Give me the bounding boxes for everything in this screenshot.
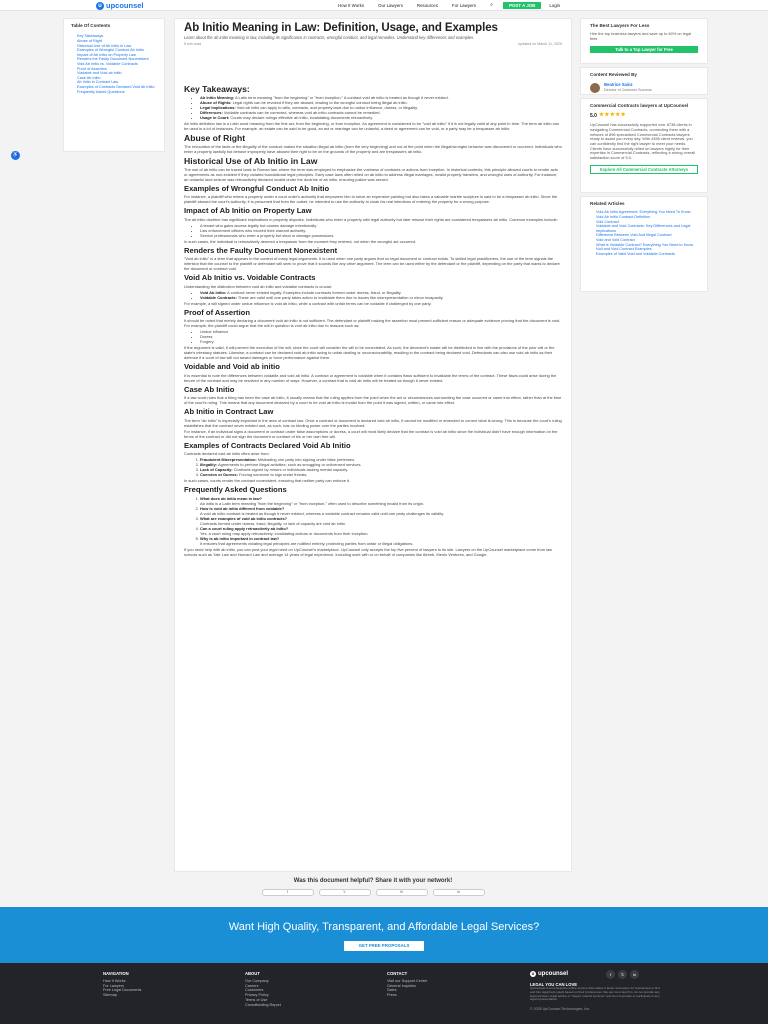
property-list bbox=[200, 223, 562, 238]
talk-to-lawyer-button[interactable]: Talk to a Top Lawyer for Free bbox=[590, 46, 698, 53]
property-list-item: • Law enforcement officers who exceed their warrant authority. bbox=[200, 228, 562, 233]
get-free-proposals-button[interactable]: GET FREE PROPOSALS bbox=[344, 941, 425, 951]
faq-question[interactable]: Can a court ruling apply retroactively ab initio? bbox=[200, 525, 289, 531]
heading-property-law: Impact of Ab Initio on Property Law bbox=[184, 206, 312, 216]
table-of-contents bbox=[63, 18, 165, 152]
accessibility-icon[interactable]: ♿ bbox=[12, 152, 19, 158]
toc-item[interactable]: Case Ab Initio bbox=[77, 75, 101, 80]
void-vs-voidable-list bbox=[200, 290, 562, 300]
contract-example-item bbox=[200, 472, 562, 477]
main-nav bbox=[338, 2, 560, 9]
key-takeaway-item-label: Differences: bbox=[200, 109, 223, 115]
heading-faulty-document: Renders the Faulty Document Nonexistent bbox=[184, 245, 338, 255]
toc-item[interactable]: Historical Use of Ab Initio in Law bbox=[77, 43, 132, 48]
toc-item[interactable]: Proof of Assertion bbox=[77, 66, 107, 71]
faq-question[interactable]: Why is ab initio important in contract law? bbox=[200, 535, 280, 541]
footer-link[interactable]: Our Company bbox=[245, 978, 269, 983]
toc-list bbox=[71, 34, 157, 94]
top-navigation-bar bbox=[0, 0, 768, 11]
contract-examples-list bbox=[200, 457, 562, 477]
nav-resources[interactable]: Resources bbox=[416, 3, 438, 8]
facebook-icon[interactable]: f bbox=[606, 970, 615, 979]
key-takeaway-item-text: A Latin term meaning "from the beginning" or "from inception." A contract void ab initio is treated as though it never existed. bbox=[234, 94, 449, 100]
logo-icon: u bbox=[531, 971, 535, 977]
footer-navigation bbox=[103, 971, 141, 998]
related-articles-card bbox=[580, 196, 708, 292]
x-icon[interactable]: 𝕏 bbox=[618, 970, 627, 979]
faq-list bbox=[200, 496, 562, 546]
paragraph-property-2: In such cases, the individual is retroactively deemed a trespasser from the moment they entered, not when the wrongful act occurred. bbox=[184, 238, 416, 244]
faq-item bbox=[200, 496, 562, 506]
key-takeaways-list bbox=[200, 95, 562, 120]
paragraph-abuse: The revocation of the facts or the illegality of the conduct makes the situation illegal ab initio (from the very beginning) and not at the point when the illegal/wrongful behavior was discovered or occurred. Individuals who enter a property lawfully but behave improperly have abused their right to be on the grounds of the property and are trespassers ab initio. bbox=[184, 143, 562, 154]
faq-answer: Contracts formed under duress, fraud, illegality, or lack of capacity are void ab initio. bbox=[200, 520, 346, 526]
footer-link[interactable]: Careers bbox=[245, 983, 259, 988]
key-takeaway-item-label: Legal Implications: bbox=[200, 104, 236, 110]
article-body bbox=[174, 18, 572, 872]
faq-item bbox=[200, 516, 562, 526]
footer-link[interactable]: Terms of Use bbox=[245, 998, 268, 1003]
void-vs-voidable-item-text: These are valid until one party takes action to invalidate them due to issues like misrepresentation or minor incapacity. bbox=[236, 294, 444, 300]
contract-example-item-label: Fraudulent Misrepresentation: bbox=[200, 457, 257, 463]
commercial-text: UpCounsel has successfully supported over 8738 clients in navigating Commercial Contracts, connecting them with a network of 896 specialized Commercial Contracts lawyers ready to assist you every day. With 4355 client reviews, you can confidently find the right lawyer to meet your needs. Clients have successfully relied on lawyers highly for their expertise in Commercial Contracts, reflecting a strong overall satisfaction score of 5.0. bbox=[590, 122, 696, 161]
logo-icon: u bbox=[96, 2, 104, 10]
related-article-link[interactable]: Void and Void Contract bbox=[596, 237, 635, 242]
paragraph-case: If a law court rules that a thing has been the case ab initio, it usually means that the ruling applies from the point when the act or circumstances surrounding the case occurred or came into effect, rather than at the time of the court's ruling. This means that any document declared by a court to be void ab initio is invalid from the point it was signed, written, or came into effect. bbox=[184, 395, 562, 406]
rating-value: 5.0 bbox=[590, 112, 597, 119]
footer-about bbox=[245, 971, 281, 1008]
toc-item[interactable]: Impact of Ab Initio on Property Law bbox=[77, 52, 136, 57]
paragraph-faulty: "Void ab initio" is a term that appears in the context of many legal arguments. It is used when one party argues that no legal document or contract exists. To skilled legal practitioners, the use of the term signals the intention that the counsel to the plaintiff or defendant will seek to prove that it sounds like any other argument. The term can be used either by the defendant or the plaintiff, depending on the party that wants to declare the document or contract void. bbox=[184, 256, 560, 272]
key-takeaway-item-label: Abuse of Rights: bbox=[200, 99, 232, 105]
heading-key-takeaways: Key Takeaways: bbox=[184, 83, 250, 94]
reviewer-name[interactable]: Beatrice Sainz bbox=[604, 82, 633, 88]
article-title: Ab Initio Meaning in Law: Definition, Usage, and Examples bbox=[184, 22, 498, 34]
toc-item[interactable]: Examples of Wrongful Conduct Ab Initio bbox=[77, 48, 144, 53]
contract-example-item-label: Lack of Capacity: bbox=[200, 467, 233, 473]
toc-title: Table Of Contents bbox=[71, 23, 111, 28]
social-links bbox=[606, 970, 639, 979]
share-email-button[interactable]: ✉ bbox=[376, 889, 428, 896]
faq-answer: Ab initio is a Latin term meaning "from the beginning" or "from inception," often used to describe something invalid from its origin. bbox=[200, 500, 425, 506]
toc-item[interactable]: Examples of Contracts Declared Void Ab Initio bbox=[77, 84, 155, 89]
heading-historical-use: Historical Use of Ab Initio in Law bbox=[184, 155, 318, 166]
heading-faq: Frequently Asked Questions bbox=[184, 485, 287, 495]
article-intro: Learn about the ab initio meaning in law, including its significance in contracts, wrongful conduct, and legal remedies. Understand key differences and examples. bbox=[184, 35, 475, 40]
share-facebook-button[interactable]: f bbox=[262, 889, 314, 896]
footer-link[interactable]: Crowdfunding Report bbox=[245, 1002, 281, 1007]
paragraph-closing: If you need help with ab initio, you can post your legal need on UpCounsel's marketplace. UpCounsel only accepts the top five percent of lawyers to its site. Lawyers on the UpCounsel marketplace come from law schools such as Yale Law and Harvard Law and average 14 years of legal experience, including work with or on behalf of companies like Airbnb, Menlo Ventures, and Google. bbox=[184, 546, 553, 557]
footer-link[interactable]: Sitemap bbox=[103, 993, 117, 998]
paragraph-vs-2: For example, a will signed under undue influence is void ab initio, while a contract with unfair terms can be voidable if challenged by one party. bbox=[184, 300, 432, 306]
related-article-link[interactable]: What is Voidable Contract? Everything You Need to Know bbox=[596, 242, 694, 247]
post-a-job-button[interactable]: POST A JOB bbox=[503, 2, 541, 9]
faq-question[interactable]: What does ab initio mean in law? bbox=[200, 495, 262, 501]
heading-contract-law: Ab Initio in Contract Law bbox=[184, 407, 274, 417]
paragraph-proof: It should be noted that merely declaring a document void ab initio is not sufficient. The defendant or plaintiff making the assertion must present sufficient reason or adequate evidence proving that the document is void. For example, the plaintiff could argue that the will in question is void ab initio due to reasons such as: bbox=[184, 318, 561, 329]
key-takeaway-item-label: Ab Initio Meaning: bbox=[200, 94, 235, 100]
contract-example-item-text: Agreements to perform illegal activities, such as smuggling or unlicensed services. bbox=[217, 462, 362, 468]
related-article-link[interactable]: Voidable and Void Contracts: Key Differences and Legal Implications bbox=[596, 224, 691, 233]
faq-answer: It ensures that agreements violating legal principles are nullified entirely, protecting parties from unfair or illegal obligations. bbox=[200, 540, 414, 546]
paragraph-voidable: It is essential to note the differences between voidable and void ab initio. A contract or agreement is voidable when it contains flaws sufficient to invalidate the terms of the contract. These flaws could arise during the tenure of the contract and may be resolved in any number of ways. However, a contract that is void ab initio will be treated as though it never existed. bbox=[184, 372, 557, 383]
toc-item[interactable]: Void Ab Initio vs. Voidable Contracts bbox=[77, 61, 138, 66]
toc-item[interactable]: Voidable and Void ab initio bbox=[77, 71, 122, 76]
heading-proof-of-assertion: Proof of Assertion bbox=[184, 307, 250, 317]
heading-voidable-and-void: Voidable and Void ab initio bbox=[184, 362, 280, 372]
footer-logo-text: upcounsel bbox=[538, 971, 569, 977]
key-takeaway-item bbox=[200, 115, 562, 120]
paragraph-proof-2: If the argument is valid, it will prevent the execution of the will, since the court will consider the will to be nonexistent. As such, the decedent's estate will be distributed in line with the provisions of the prior will or the state's intestacy statutes. Likewise, a contract can be declared void ab initio owing to unfair dealing or unconscionability, resulting in the contract being declared void. Defendants can also use void ab initio as their defense if a court of law will not award damages or force performance against them. bbox=[184, 345, 555, 361]
related-article-link[interactable]: Null and Void Contract Examples bbox=[596, 247, 652, 252]
void-vs-voidable-item bbox=[200, 295, 562, 300]
faq-item bbox=[200, 536, 562, 546]
proof-list bbox=[200, 329, 562, 344]
contract-example-item-text: Contracts signed by minors or individuals lacking mental capacity. bbox=[232, 467, 349, 473]
toc-item[interactable]: Key Takeaways bbox=[77, 34, 104, 39]
void-vs-voidable-item-label: Voidable Contracts: bbox=[200, 294, 237, 300]
commercial-contracts-card bbox=[580, 98, 708, 193]
reviewer-role: Director of Customer Success bbox=[604, 88, 652, 93]
linkedin-icon[interactable]: in bbox=[630, 970, 639, 979]
share-buttons bbox=[174, 889, 572, 896]
related-article-link[interactable]: Void Contract bbox=[596, 219, 619, 224]
paragraph-examples-2: In such cases, courts render the contract nonexistent, ensuring that neither party can enforce it. bbox=[184, 478, 351, 484]
related-title: Related Articles bbox=[590, 201, 625, 206]
paragraph-vs: Understanding the distinction between void ab initio and voidable contracts is crucial: bbox=[184, 283, 332, 289]
faq-question[interactable]: How is void ab initio different from voidable? bbox=[200, 505, 285, 511]
toc-item[interactable]: Ab Initio in Contract Law bbox=[77, 80, 119, 85]
content-reviewed-card bbox=[580, 67, 708, 95]
best-lawyers-text: Hire the top business lawyers and save up to 60% on legal fees bbox=[590, 31, 692, 42]
footer-logo[interactable] bbox=[530, 970, 568, 978]
search-icon[interactable]: ⌕ bbox=[490, 2, 493, 8]
copyright: © 2025 UpCounsel Technologies, Inc. bbox=[530, 1007, 591, 1011]
faq-item bbox=[200, 526, 562, 536]
related-article-link[interactable]: Void Ab Initio Agreement: Everything You Need To Know bbox=[596, 210, 691, 215]
related-article-link[interactable]: Void Ab Initio Contract Definition bbox=[596, 215, 651, 220]
nav-how-it-works[interactable]: How It Works bbox=[338, 3, 365, 8]
faq-question[interactable]: What are examples of void ab initio contracts? bbox=[200, 515, 288, 521]
related-article-link[interactable]: Difference Between Void And Illegal Contract bbox=[596, 233, 672, 238]
logo-text: upcounsel bbox=[106, 1, 144, 10]
contract-example-item-label: Coercion or Duress: bbox=[200, 472, 238, 478]
rating bbox=[590, 112, 698, 120]
proof-list-item: • Duress bbox=[200, 334, 562, 339]
cta-title: Want High Quality, Transparent, and Affordable Legal Services? bbox=[228, 921, 540, 933]
read-time: 5 min read bbox=[184, 41, 201, 46]
star-rating-icon: ★★★★★ bbox=[598, 112, 627, 119]
footer-navigation-title: NAVIGATION bbox=[103, 971, 129, 976]
related-list bbox=[590, 210, 698, 256]
key-takeaway-item-text: Courts may declare rulings effective ab initio, invalidating documents retroactively. bbox=[229, 114, 373, 120]
heading-abuse-of-right: Abuse of Right bbox=[184, 132, 246, 143]
avatar bbox=[590, 83, 600, 93]
footer-link[interactable]: Free Legal Documents bbox=[103, 988, 142, 993]
property-list-item: • Service professionals who enter a property but steal or damage possessions. bbox=[200, 233, 562, 238]
footer-link[interactable]: Customers bbox=[245, 988, 264, 993]
footer-link[interactable]: How It Works bbox=[103, 978, 126, 983]
property-list-item: • A tenant who gains access legally but causes damage intentionally. bbox=[200, 223, 562, 228]
nav-for-lawyers[interactable]: For Lawyers bbox=[451, 3, 477, 8]
best-lawyers-card bbox=[580, 18, 708, 64]
key-takeaway-item-text: Legal rights can be revoked if they are abused, leading to the wrongful conduct being illegal ab initio. bbox=[231, 99, 408, 105]
reviewed-title: Content Reviewed By bbox=[590, 72, 637, 77]
contract-example-item-label: Illegality: bbox=[200, 462, 218, 468]
footer-link[interactable]: Press bbox=[387, 993, 397, 998]
heading-contract-examples: Examples of Contracts Declared Void Ab Initio bbox=[184, 440, 351, 450]
proof-list-item: • Forgery bbox=[200, 339, 562, 344]
contract-example-item-text: Misleading one party into signing under false pretenses. bbox=[256, 457, 356, 463]
login-link[interactable]: Login bbox=[549, 3, 561, 8]
nav-our-lawyers[interactable]: Our Lawyers bbox=[378, 3, 403, 8]
toc-item[interactable]: Abuse of Right bbox=[77, 39, 102, 44]
void-vs-voidable-item-label: Void Ab Initio: bbox=[200, 289, 227, 295]
commercial-title: Commercial Contracts lawyers at UpCounsel bbox=[590, 103, 689, 108]
share-linkedin-button[interactable]: in bbox=[433, 889, 485, 896]
footer-about-title: ABOUT bbox=[245, 971, 260, 976]
best-lawyers-title: The Best Lawyers For Less bbox=[590, 23, 650, 28]
key-takeaway-item-text: Void ab initio can apply to wills, contracts, and property laws due to undue influence, duress, or illegality. bbox=[235, 104, 418, 110]
faq-answer: Yes, a court ruling may apply retroactively, invalidating actions or documents from their inception. bbox=[200, 530, 369, 536]
footer bbox=[0, 963, 768, 1024]
reviewer bbox=[590, 82, 698, 93]
key-takeaway-item-label: Usage in Court: bbox=[200, 114, 230, 120]
share-x-button[interactable]: 𝕏 bbox=[319, 889, 371, 896]
void-vs-voidable-item-text: A contract never existed legally. Examples include contracts formed under duress, fraud, or illegality. bbox=[226, 289, 402, 295]
key-takeaway-item-text: Voidable contracts can be corrected, whereas void ab initio contracts cannot be remedied. bbox=[222, 109, 381, 115]
heading-case-ab-initio: Case Ab Initio bbox=[184, 384, 235, 394]
logo[interactable] bbox=[96, 1, 144, 12]
related-article-link[interactable]: Examples of Valid Void and Voidable Contracts bbox=[596, 251, 675, 256]
share-section bbox=[174, 873, 572, 903]
footer-contact bbox=[387, 971, 427, 998]
toc-item[interactable]: Frequently Asked Questions bbox=[77, 89, 125, 94]
paragraph-contract: The term "ab initio" is especially important in the area of contract law. Once a contract or document is declared void ab initio, it cannot be modified or amended to correct what is wrong. This is because the court's ruling establishes that the contract never existed and, as such, has no binding power over the parties involved. bbox=[184, 417, 562, 428]
footer-contact-title: CONTACT bbox=[387, 971, 408, 976]
cta-banner bbox=[0, 907, 768, 963]
paragraph-definition: Ab initio definition law is a Latin word meaning from the first act, from the beginning, or from inception. An agreement is considered to be "void ab initio" if it is not legally valid at any point in time. The term ab initio can be used in a lot of instances. For example, an estate can be said to be good, an act or marriage can be unlawful, a deed or agreement can be void, or a party may be a trespasser ab initio. bbox=[184, 120, 560, 131]
paragraph-wrongful: For instance, a plaintiff who enters a property under a court order's authority that empowers him to seize an expensive painting but also takes a valuable marble sculpture is said to be a trespasser ab initio. Since the plaintiff abused the court's authority, it is presumed that from the outset, he intended to use the authority to cloak his real intentions of entering the property for a wrong purpose. bbox=[184, 194, 558, 205]
footer-tagline: LEGAL YOU CAN LOVE bbox=[530, 982, 578, 987]
paragraph-property: The ab initio doctrine has significant implications in property disputes. Individuals who enter a property with legal authority but later misuse their rights are considered trespassers ab initio. Common examples include: bbox=[184, 216, 558, 222]
heading-wrongful-conduct: Examples of Wrongful Conduct Ab Initio bbox=[184, 183, 330, 193]
footer-link[interactable]: Sales bbox=[387, 988, 397, 993]
contract-example-item-text: Forcing someone to sign under threats. bbox=[237, 472, 308, 478]
paragraph-examples: Contracts declared void ab initio often arise from: bbox=[184, 451, 270, 457]
footer-link[interactable]: Privacy Policy bbox=[245, 993, 269, 998]
paragraph-contract-2: For instance, if an individual signs a document or contract under false assumptions or duress, a court will most likely declare that the contract is void ab initio since the individual didn't have enough information on the terms of the contract or did not sign the document or contract of his or her own free will. bbox=[184, 428, 558, 439]
footer-link[interactable]: General Inquiries bbox=[387, 983, 416, 988]
paragraph-historical: The use of ab initio can be traced back to Roman law, where the term was employed to emphasize the voidness of contracts or actions from inception. In historical contexts, this principle allowed courts to render acts or agreements as non-existent if they violated foundational legal principles. Early case laws often relied on ab initio to address illegal marriages, invalid property transfers, and wrongful uses of authority. For instance, an unlawful land seizure was retroactively declared invalid under the doctrine of ab initio, ensuring justice was served. bbox=[184, 166, 558, 182]
updated-date: updated on March 11, 2025 bbox=[518, 41, 562, 46]
footer-disclaimer: UpCounsel is an interactive online service that makes it faster and easier for businesses to find and hire legal help solely based on their preferences. We are not a law firm, do not provide any legal services, legal advice or "lawyer referral services" and do not provide or participate in any legal representation. bbox=[530, 986, 660, 1002]
explore-attorneys-button[interactable]: Explore All Commercial Contracts Attorneys bbox=[590, 165, 698, 174]
share-title: Was this document helpful? Share it with your network! bbox=[293, 878, 453, 884]
heading-void-vs-voidable: Void Ab Initio vs. Voidable Contracts bbox=[184, 273, 316, 283]
faq-item bbox=[200, 506, 562, 516]
faq-answer: A void ab initio contract is treated as though it never existed, whereas a voidable contract remains valid until one party challenges its validity. bbox=[200, 510, 444, 516]
toc-item[interactable]: Renders the Faulty Document Nonexistent bbox=[77, 57, 149, 62]
footer-link[interactable]: Visit our Support Center bbox=[387, 978, 428, 983]
proof-list-item: • Undue influence bbox=[200, 329, 562, 334]
footer-link[interactable]: For Lawyers bbox=[103, 983, 124, 988]
